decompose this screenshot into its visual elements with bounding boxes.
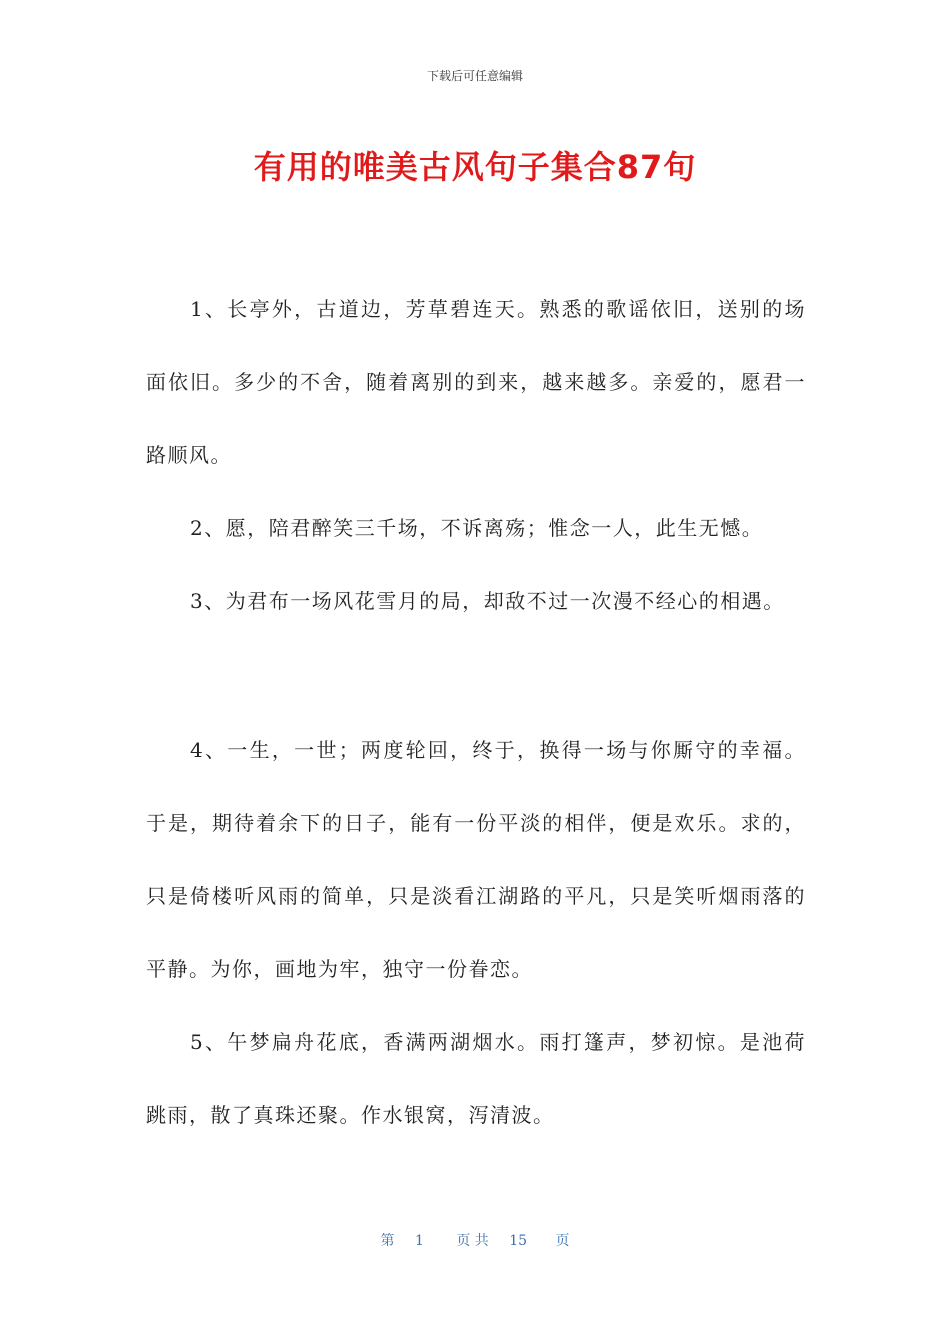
page-footer: [0, 1230, 950, 1250]
footer-total-pages: 15: [509, 1233, 528, 1249]
footer-total-suffix: 页: [555, 1233, 570, 1249]
footer-total-prefix: 页 共: [456, 1233, 489, 1249]
document-body: [146, 273, 806, 1152]
paragraph-4: 4、一生，一世；两度轮回，终于，换得一场与你厮守的幸福。于是，期待着余下的日子，能有一份平淡的相伴，便是欢乐。求的，只是倚楼听风雨的简单，只是淡看江湖路的平凡，只是笑听烟雨落的平静。为你，画地为牢，独守一份眷恋。: [146, 738, 806, 981]
page-header: 下载后可任意编辑: [426, 69, 523, 83]
footer-page-label: 第: [380, 1233, 395, 1249]
paragraph-spacer: [146, 638, 806, 714]
paragraph-3: 3、为君布一场风花雪月的局，却敌不过一次漫不经心的相遇。: [190, 589, 785, 613]
paragraph-1: 1、长亭外，古道边，芳草碧连天。熟悉的歌谣依旧，送别的场面依旧。多少的不舍，随着离别的到来，越来越多。亲爱的，愿君一路顺风。: [146, 297, 806, 467]
footer-current-page: 1: [414, 1233, 424, 1249]
paragraph-2: 2、愿，陪君醉笑三千场，不诉离殇；惟念一人，此生无憾。: [190, 516, 764, 540]
paragraph-5: 5、午梦扁舟花底，香满两湖烟水。雨打篷声，梦初惊。是池荷跳雨，散了真珠还聚。作水银窝，泻清波。: [146, 1030, 806, 1127]
document-title: 有用的唯美古风句子集合87句: [253, 148, 697, 186]
